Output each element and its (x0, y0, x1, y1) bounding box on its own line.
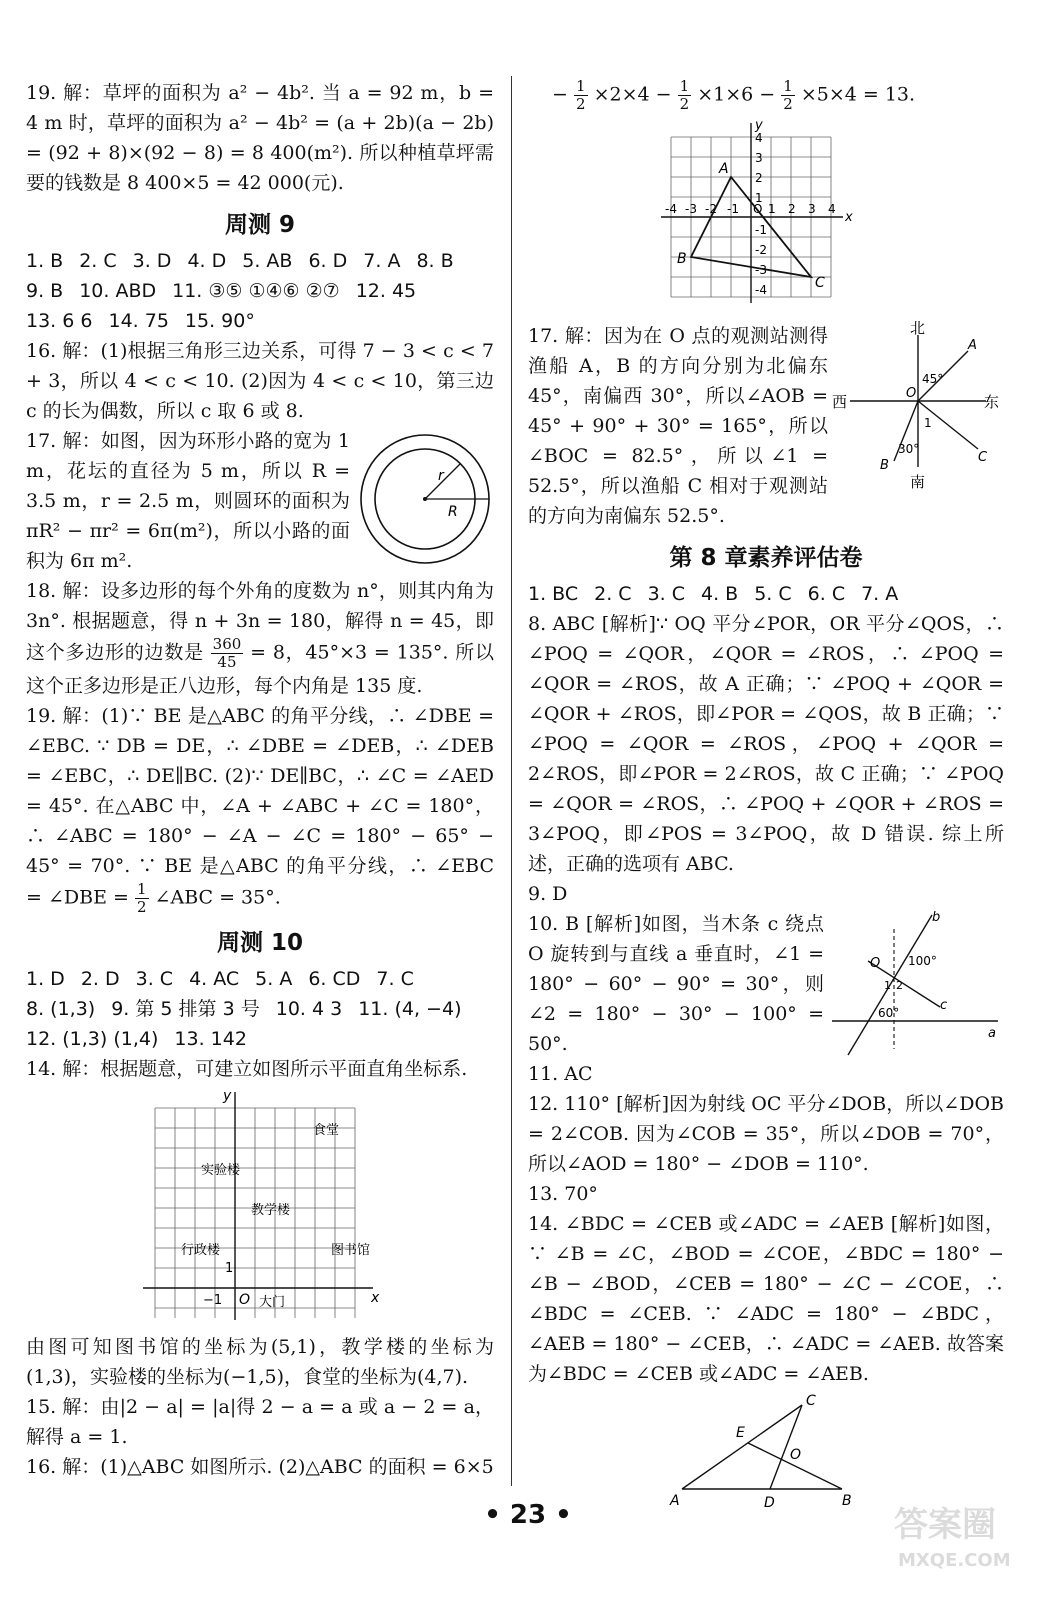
answer-19-text-a: 19. 解：(1)∵ BE 是△ABC 的角平分线，∴ ∠DBE = ∠EBC. ∵ DB = DE，∴ ∠DBE = ∠DEB，∴ ∠DEB = ∠EBC，∴ DE∥BC. (2)∵ DE∥BC，∴ ∠C = ∠AED = 45°. 在△ABC 中，∠A + ∠ABC + ∠C = 180°，∴ ∠ABC = 180° − ∠A − ∠C = 180° − 65° − 45° = 70°. ∵ BE 是△ABC 的角平分线，∴ ∠EBC = ∠DBE = (26, 705, 494, 909)
point-E: E (736, 1425, 745, 1441)
point-O: O (870, 956, 881, 971)
chapter8-answer-9: 9. D (528, 883, 568, 905)
y-tick: 3 (755, 151, 763, 165)
denominator: 2 (679, 95, 690, 113)
fraction-one-half (135, 881, 149, 916)
chapter8-answer-8: 8. ABC [解析]∵ OQ 平分∠POR，OR 平分∠QOS，∴ ∠POQ = ∠QOR，∠QOR = ∠ROS，∴ ∠POQ = ∠QOR = ∠ROS，故 A 正确；∵ ∠POQ + ∠QOR = ∠QOR + ∠ROS，即∠POR = ∠QOS，故 B 正确；∵ ∠POQ = ∠QOR = ∠ROS，∠POQ + ∠QOR = 2∠ROS，即∠POR = 2∠ROS，故 C 正确；∵ ∠POQ = ∠QOR = ∠ROS，∴ ∠POQ + ∠QOR + ∠ROS = 3∠POQ，即∠POS = 3∠POQ，故 D 错误. 综上所述，正确的选项有 ABC. (528, 613, 1004, 875)
week10-choice-answers (26, 964, 494, 1054)
x-tick: 1 (768, 202, 776, 216)
canteen-label: 食堂 (313, 1123, 340, 1138)
answer: 3. C (647, 583, 686, 605)
answer: 9. 第 5 排第 3 号 (111, 998, 260, 1020)
week9-choice-answers (26, 246, 494, 336)
answer: 5. C (754, 583, 792, 605)
lab-label: 实验楼 (201, 1163, 241, 1178)
answer: 10. ABD (79, 280, 157, 302)
compass-figure (832, 321, 1004, 491)
fraction-one-half (678, 78, 692, 113)
ring-path-figure (356, 430, 494, 568)
minus-sign: − (552, 83, 568, 106)
week9-answer-17: 17. 解：如图，因为环形小路的宽为 1 m，花坛的直径为 5 m，所以 R = 3.5 m，r = 2.5 m，则圆环的面积为 πR² − πr² = 6π(m²)，所以小路的面积为 6π m². (26, 430, 350, 572)
week10-answer-15: 15. 解：由|2 − a| = |a|得 2 − a = a 或 a − 2 = a，解得 a = 1. (26, 1396, 494, 1448)
numerator: 1 (679, 77, 690, 95)
x-tick: -4 (665, 202, 677, 216)
answer: 11. (4, −4) (358, 998, 462, 1020)
answer: 1. D (26, 968, 65, 990)
answer-17-block (528, 321, 1004, 531)
point-O: O (906, 386, 917, 401)
answer: 13. 142 (174, 1028, 247, 1050)
segment-AC (682, 1405, 802, 1489)
angle-1: 1 (924, 416, 932, 430)
denominator: 2 (136, 898, 147, 916)
answer: 14. 75 (108, 310, 169, 332)
term-1: ×2×4 − (593, 83, 672, 106)
angle-60: 60° (878, 1006, 900, 1020)
x-tick: -3 (685, 202, 697, 216)
angle-2: 2 (896, 979, 903, 992)
section-title-week9: 周测 9 (224, 212, 295, 238)
answer: 12. 45 (355, 280, 417, 302)
answer: 6. C (807, 583, 846, 605)
label-R: R (448, 504, 458, 520)
week9-answer-18 (26, 576, 494, 701)
term-2: ×1×6 − (697, 83, 776, 106)
numerator: 1 (783, 77, 793, 95)
answer-16-continued (528, 78, 1004, 113)
answer: 4. AC (189, 968, 240, 990)
answer-17: 17. 解：因为在 O 点的观测站测得渔船 A，B 的方向分别为北偏东 45°，南偏西 30°，所以∠AOB = 45° + 90° + 30° = 165°，所以∠BOC = 82.5°，所以∠1 = 52.5°，所以渔船 C 相对于观测站的方向为南偏东 52.5°. (528, 325, 828, 527)
left-column (26, 78, 494, 1482)
point-A: A (968, 338, 977, 353)
angle-45: 45° (922, 372, 944, 386)
section-title-week10: 周测 10 (216, 930, 303, 956)
answer: 6. CD (308, 968, 361, 990)
denominator: 2 (783, 95, 793, 113)
admin-building-label: 行政楼 (181, 1243, 221, 1258)
label-r: r (438, 468, 444, 484)
chapter8-answer-12: 12. 110° [解析]因为射线 OC 平分∠DOB，所以∠DOB = 2∠COB. 因为∠COB = 35°，所以∠DOB = 70°，所以∠AOD = 180° − ∠DOB = 110°. (528, 1093, 1004, 1175)
point-O: O (790, 1447, 802, 1463)
tick-1: 1 (225, 1261, 234, 1276)
vertex-C: C (815, 275, 825, 291)
library-label: 图书馆 (331, 1243, 371, 1258)
answer: 12. (1,3) (1,4) (26, 1028, 159, 1050)
answer-19-prev: 19. 解：草坪的面积为 a² − 4b². 当 a = 92 m，b = 4 m 时，草坪的面积为 a² − 4b² = (a + 2b)(a − 2b) = (92 + 8)×(92 − 8) = 8 400(m²). 所以种植草坪需要的钱数是 8 400×5 = 42 000(元). (26, 82, 494, 194)
tick-neg1: −1 (203, 1293, 223, 1308)
watermark-line2: MXQE.COM (898, 1550, 1011, 1571)
triangle-grid-figure (651, 117, 881, 317)
numerator: 1 (575, 77, 586, 95)
x-tick: 4 (828, 202, 836, 216)
section-title-chapter8: 第 8 章素养评估卷 (669, 545, 863, 571)
answer: 5. AB (242, 250, 293, 272)
answer: 8. B (416, 250, 454, 272)
chapter8-answer-10: 10. B [解析]如图，当木条 c 绕点 O 旋转到与直线 a 垂直时，∠1 = 180° − 60° − 90° = 30°，则∠2 = 180° − 30° − 100° = 50°. (528, 913, 824, 1055)
chapter8-answer-11: 11. AC (528, 1063, 593, 1085)
y-label: y (755, 118, 763, 133)
label-c: c (940, 998, 948, 1013)
vertex-A: A (719, 161, 729, 177)
answer: 11. ③⑤ ①④⑥ ②⑦ (172, 280, 340, 302)
point-C: C (806, 1393, 816, 1409)
x-label: x (845, 210, 853, 225)
answer: 1. B (26, 250, 64, 272)
angle-100: 100° (908, 954, 937, 968)
y-tick: -2 (755, 243, 767, 257)
y-tick: -4 (755, 283, 767, 297)
answer: 4. B (701, 583, 739, 605)
y-label: y (223, 1088, 232, 1104)
right-column (528, 78, 1004, 1515)
term-3: ×5×4 = 13. (800, 83, 916, 106)
answer: 1. BC (528, 583, 579, 605)
week10-answer-16: 16. 解：(1)△ABC 如图所示. (2)△ABC 的面积 = 6×5 (26, 1456, 494, 1478)
denominator: 2 (575, 95, 586, 113)
week10-answer-14-conclusion: 由图可知图书馆的坐标为(5,1)，教学楼的坐标为(1,3)，实验楼的坐标为(−1,5)，食堂的坐标为(4,7). (26, 1336, 494, 1388)
numerator: 360 (212, 635, 242, 653)
answer-18-text-a: 18. 解：设多边形的每个外角的度数为 n°，则其内角为 3n°. 根据题意，得 n + 3n = 180，解得 n = 45，即这个多边形的边数是 (26, 580, 494, 664)
answer: 2. D (80, 968, 120, 990)
answer: 2. C (79, 250, 117, 272)
answer: 3. C (135, 968, 174, 990)
y-tick: -1 (755, 223, 767, 237)
watermark-line1: 答案圈 (894, 1505, 996, 1545)
chapter8-answer-10-block (528, 909, 1004, 1059)
answer: 3. D (132, 250, 172, 272)
y-tick: -3 (755, 263, 767, 277)
chapter8-choice-answers (528, 579, 1004, 609)
numerator: 1 (136, 880, 147, 898)
week9-answer-19 (26, 701, 494, 916)
east-label: 东 (984, 393, 1000, 411)
point-B: B (880, 458, 889, 473)
x-tick: -1 (727, 202, 739, 216)
x-label: x (371, 1290, 380, 1306)
west-label: 西 (832, 393, 848, 411)
answer: 13. 6 6 (26, 310, 93, 332)
origin-label: O (239, 1292, 251, 1308)
answer: 7. A (363, 250, 401, 272)
chapter8-answer-14: 14. ∠BDC = ∠CEB 或∠ADC = ∠AEB [解析]如图，∵ ∠B = ∠C，∠BOD = ∠COE，∠BDC = 180° − ∠B − ∠BOD，∠CEB = 180° − ∠C − ∠COE，∴ ∠BDC = ∠CEB. ∵ ∠ADC = 180° − ∠BDC，∠AEB = 180° − ∠CEB，∴ ∠ADC = ∠AEB. 故答案为∠BDC = ∠CEB 或∠ADC = ∠AEB. (528, 1213, 1004, 1385)
y-tick: 4 (755, 131, 763, 145)
gate-label: 大门 (259, 1295, 286, 1310)
answer-18-text-b: = 8，45°×3 = 135°. 所以这个正多边形是正八边形，每个内角是 135 度. (26, 641, 495, 697)
x-tick: 2 (788, 202, 796, 216)
point-C: C (978, 450, 988, 465)
label-b: b (932, 910, 941, 925)
triangle-bisector-figure (666, 1393, 866, 1511)
north-label: 北 (910, 321, 926, 337)
fraction-one-half (574, 78, 588, 113)
x-tick: 3 (808, 202, 816, 216)
page-number: • 23 • (484, 1500, 572, 1530)
fraction-one-half (781, 78, 795, 113)
lines-angle-figure (828, 909, 1004, 1059)
answer: 6. D (308, 250, 348, 272)
answer: 7. A (861, 583, 899, 605)
south-label: 南 (910, 473, 926, 491)
angle-30: 30° (898, 442, 920, 456)
answer: 9. B (26, 280, 64, 302)
point-B: B (842, 1493, 852, 1509)
teaching-building-label: 教学楼 (251, 1203, 291, 1218)
point-A: A (670, 1493, 680, 1509)
answer: 7. C (376, 968, 414, 990)
answer: 10. 4 3 (275, 998, 343, 1020)
answer-19-text-b: ∠ABC = 35°. (154, 886, 281, 909)
column-divider (511, 76, 512, 1486)
denominator: 45 (217, 653, 237, 671)
week9-answer-16: 16. 解：(1)根据三角形三边关系，可得 7 − 3 < c < 7 + 3，所以 4 < c < 10. (2)因为 4 < c < 10，第三边 c 的长为偶数，所以 c 取 6 或 8. (26, 340, 494, 422)
fraction-360-45 (211, 636, 244, 671)
answer: 15. 90° (184, 310, 255, 332)
vertex-B: B (677, 251, 687, 267)
answer: 5. A (255, 968, 293, 990)
week9-answer-17-block (26, 426, 494, 576)
chapter8-answer-13: 13. 70° (528, 1183, 598, 1205)
campus-map-figure (135, 1088, 385, 1328)
answer: 4. D (187, 250, 227, 272)
answer: 2. C (594, 583, 632, 605)
label-a: a (988, 1026, 996, 1041)
page-number-value: 23 (509, 1500, 547, 1530)
watermark-logo (884, 1496, 1034, 1576)
answer: 8. (1,3) (26, 998, 96, 1020)
angle-1: 1 (884, 979, 891, 992)
point-D: D (764, 1495, 775, 1511)
y-tick: 2 (755, 171, 763, 185)
x-tick: -2 (705, 202, 717, 216)
origin-label: O (753, 202, 763, 216)
y-tick: 1 (755, 191, 763, 205)
week10-answer-14: 14. 解：根据题意，可建立如图所示平面直角坐标系. (26, 1058, 468, 1080)
